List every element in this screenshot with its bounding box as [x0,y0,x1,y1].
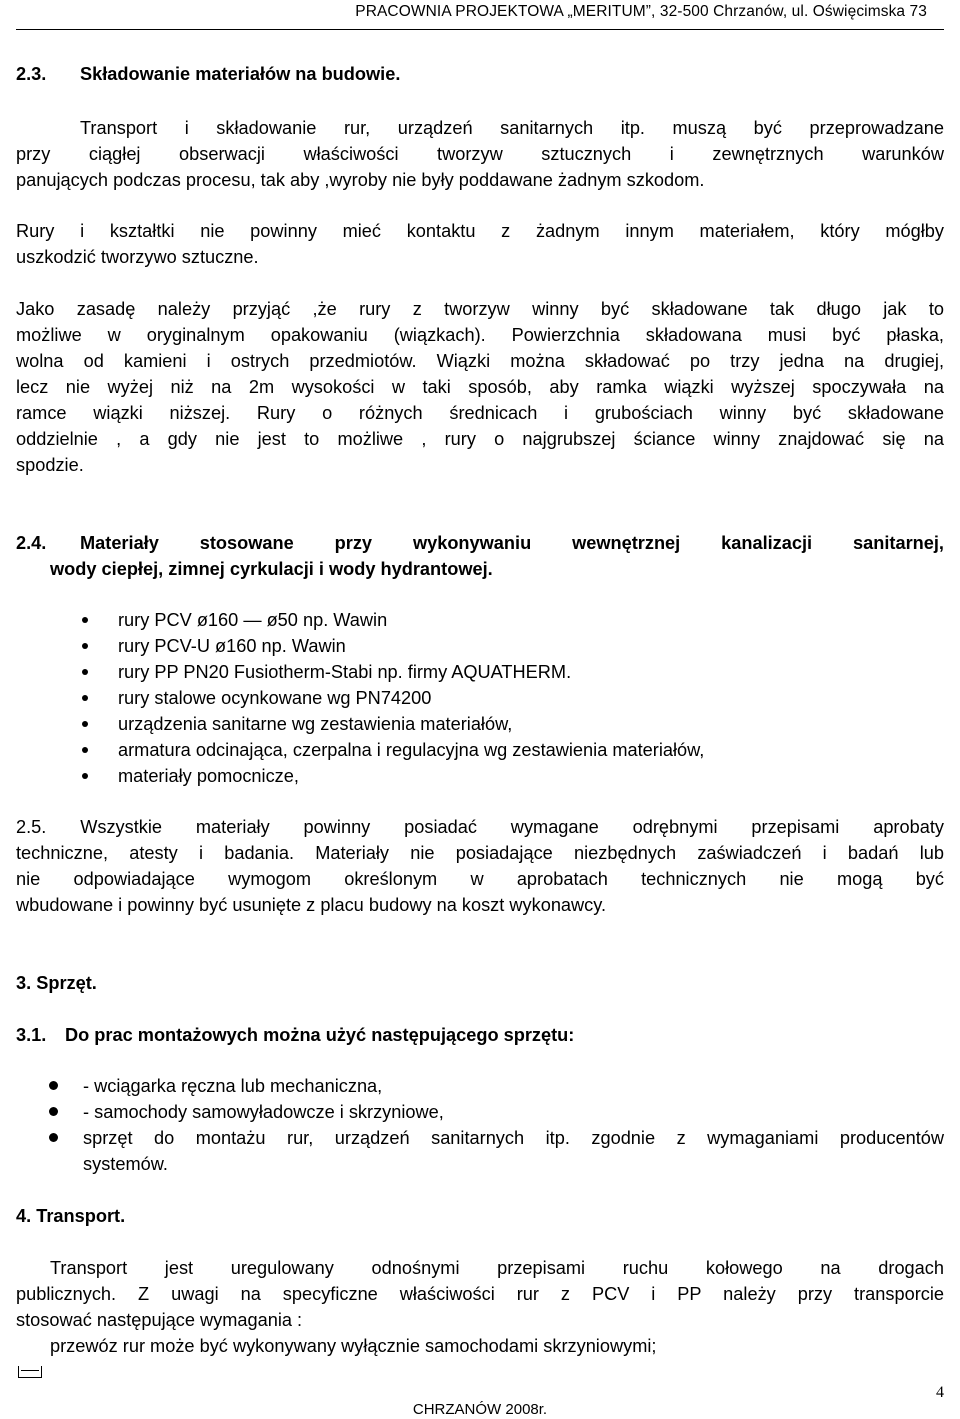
paragraph-line: Rury i kształtki nie powinny mieć kontaktu z żadnym innym materiałem, który mógłby [16,221,944,241]
paragraph-line: ramce wiązki niższej. Rury o różnych średnicach i grubościach winny być składowane [16,403,944,423]
paragraph-line: wolna od kamieni i ostrych przedmiotów. Wiązki można składować po trzy jedna na drugiej, [16,351,944,371]
bullet-dot-icon [82,643,88,649]
paragraph-line: stosować następujące wymagania : [16,1310,303,1330]
page-footer: CHRZANÓW 2008r. [412,1401,548,1418]
dash-list-icon [18,1366,42,1378]
section-4-title: 4. Transport. [16,1206,126,1226]
list-item: rury PCV-U ø160 np. Wawin [118,636,346,656]
paragraph-line: 2.5. Wszystkie materiały powinny posiadać wymagane odrębnymi przepisami aprobaty [16,817,944,837]
list-item: - wciągarka ręczna lub mechaniczna, [83,1076,383,1096]
section-3-title: 3. Sprzęt. [16,973,97,993]
bullet-dot-icon [82,617,88,623]
bullet-dot-icon [82,695,88,701]
list-item: materiały pomocnicze, [118,766,299,786]
paragraph-line: lecz nie wyżej niż na 2m wysokości w taki sposób, aby ramka wiązki wyższej spoczywała na [16,377,944,397]
section-2-3-title: Składowanie materiałów na budowie. [80,64,401,84]
paragraph-line: przy ciągłej obserwacji właściwości tworzyw sztucznych i zewnętrznych warunków [16,144,944,164]
page-header: PRACOWNIA PROJEKTOWA „MERITUM”, 32-500 Chrzanów, ul. Oświęcimska 73 [355,3,927,20]
paragraph-line: uszkodzić tworzywo sztuczne. [16,247,259,267]
header-divider [16,29,944,30]
bullet-dot-icon [82,773,88,779]
bullet-dot-icon [82,669,88,675]
list-item: armatura odcinająca, czerpalna i regulacyjna wg zestawienia materiałów, [118,740,705,760]
list-item: rury PCV ø160 — ø50 np. Wawin [118,610,388,630]
section-2-3-number: 2.3. [16,64,47,84]
bullet-dot-icon [49,1107,58,1116]
section-2-4-title: Materiały stosowane przy wykonywaniu wewnętrznej kanalizacji sanitarnej, [80,533,944,553]
bullet-dot-icon [49,1081,58,1090]
list-item: urządzenia sanitarne wg zestawienia materiałów, [118,714,513,734]
list-item: - samochody samowyładowcze i skrzyniowe, [83,1102,444,1122]
paragraph-line: panujących podczas procesu, tak aby ,wyroby nie były poddawane żadnym szkodom. [16,170,705,190]
paragraph-line: Transport jest uregulowany odnośnymi przepisami ruchu kołowego na drogach [50,1258,944,1278]
page-number: 4 [936,1384,944,1401]
section-3-1-title: Do prac montażowych można użyć następującego sprzętu: [65,1025,575,1045]
paragraph-line: spodzie. [16,455,84,475]
section-2-4-number: 2.4. [16,533,47,553]
paragraph-line: Transport i składowanie rur, urządzeń sanitarnych itp. muszą być przeprowadzane [80,118,944,138]
paragraph-line: techniczne, atesty i badania. Materiały nie posiadające niezbędnych zaświadczeń i badań lub [16,843,944,863]
paragraph-line: Jako zasadę należy przyjąć ,że rury z tworzyw winny być składowane tak długo jak to [16,299,944,319]
section-3-1-number: 3.1. [16,1025,47,1045]
paragraph-line: nie odpowiadające wymogom określonym w aprobatach technicznych nie mogą być [16,869,944,889]
list-item: rury PP PN20 Fusiotherm-Stabi np. firmy AQUATHERM. [118,662,572,682]
list-item: rury stalowe ocynkowane wg PN74200 [118,688,432,708]
bullet-dot-icon [82,747,88,753]
paragraph-line: oddzielnie , a gdy nie jest to możliwe , rury o najgrubszej ściance winny znajdować się na [16,429,944,449]
paragraph-line: wbudowane i powinny być usunięte z placu budowy na koszt wykonawcy. [16,895,607,915]
section-2-4-title-cont: wody ciepłej, zimnej cyrkulacji i wody hydrantowej. [50,559,493,579]
list-item: sprzęt do montażu rur, urządzeń sanitarnych itp. zgodnie z wymaganiami producentów [83,1128,944,1148]
list-item: przewóz rur może być wykonywany wyłącznie samochodami skrzyniowymi; [50,1336,657,1356]
list-item-cont: systemów. [83,1154,168,1174]
paragraph-line: możliwe w oryginalnym opakowaniu (wiązkach). Powierzchnia składowana musi być płaska, [16,325,944,345]
paragraph-line: publicznych. Z uwagi na specyficzne właściwości rur z PCV i PP należy przy transporcie [16,1284,944,1304]
bullet-dot-icon [49,1133,58,1142]
bullet-dot-icon [82,721,88,727]
